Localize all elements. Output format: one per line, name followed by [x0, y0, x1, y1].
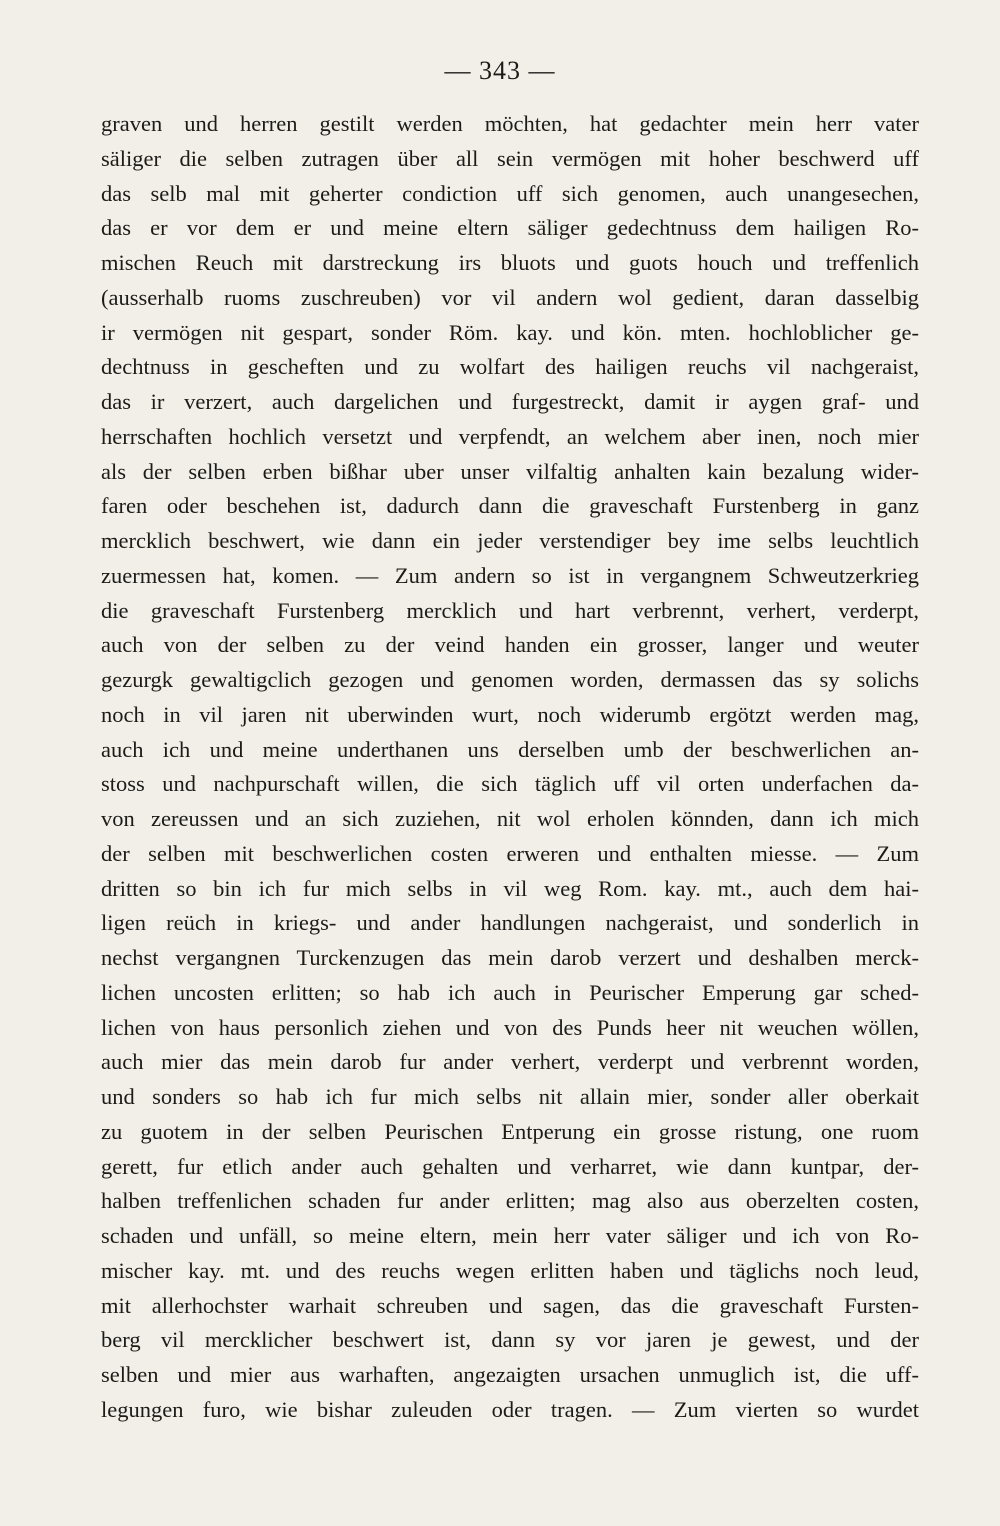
text-line: dritten so bin ich fur mich selbs in vil weg Rom. kay. mt., auch dem hai-	[101, 875, 919, 901]
text-line: berg vil mercklicher beschwert ist, dann sy vor jaren je gewest, und der	[101, 1327, 919, 1353]
text-line: auch von der selben zu der veind handen ein grosser, langer und weuter	[101, 632, 919, 658]
text-line: zuermessen hat, komen. — Zum andern so ist in vergangnem Schweutzerkrieg	[101, 562, 919, 588]
text-line: von zereussen und an sich zuziehen, nit wol erholen könnden, dann ich mich	[101, 806, 919, 831]
text-line: dechtnuss in gescheften und zu wolfart des hailigen reuchs vil nachgeraist,	[101, 354, 919, 380]
text-line: als der selben erben bißhar uber unser vilfaltig anhalten kain bezalung wider-	[101, 458, 919, 484]
text-line: (ausserhalb ruoms zuschreuben) vor vil andern wol gedient, daran dasselbig	[101, 284, 919, 310]
text-line: legungen furo, wie bishar zuleuden oder tragen. — Zum vierten so wurdet	[101, 1396, 919, 1422]
text-line: gezurgk gewaltigclich gezogen und genomen worden, dermassen das sy solichs	[101, 667, 919, 692]
text-line: stoss und nachpurschaft willen, die sich täglich uff vil orten underfachen da-	[101, 771, 919, 797]
text-line: das selb mal mit geherter condiction uff sich genomen, auch unangesechen,	[101, 180, 919, 206]
text-line: auch mier das mein darob fur ander verhert, verderpt und verbrennt worden,	[101, 1049, 919, 1075]
text-line: schaden und unfäll, so meine eltern, mein herr vater säliger und ich von Ro-	[101, 1223, 919, 1248]
text-line: mischer kay. mt. und des reuchs wegen erlitten haben und täglichs noch leud,	[101, 1257, 919, 1283]
text-line: zu guotem in der selben Peurischen Entperung ein grosse ristung, one ruom	[101, 1118, 919, 1144]
text-line: mit allerhochster warhait schreuben und sagen, das die graveschaft Fursten-	[101, 1292, 919, 1318]
text-line: lichen uncosten erlitten; so hab ich auch in Peurischer Emperung gar sched-	[101, 979, 919, 1005]
text-line: noch in vil jaren nit uberwinden wurt, noch widerumb ergötzt werden mag,	[101, 701, 919, 727]
text-line: das ir verzert, auch dargelichen und furgestreckt, damit ir aygen graf- und	[101, 389, 919, 414]
text-line: lichen von haus personlich ziehen und von des Punds heer nit weuchen wöllen,	[101, 1014, 919, 1040]
text-line: graven und herren gestilt werden möchten, hat gedachter mein herr vater	[101, 111, 919, 136]
text-line: säliger die selben zutragen über all sein vermögen mit hoher beschwerd uff	[101, 145, 919, 171]
text-line: ligen reüch in kriegs- und ander handlungen nachgeraist, und sonderlich in	[101, 910, 919, 936]
text-line: mischen Reuch mit darstreckung irs bluots und guots houch und treffenlich	[101, 250, 919, 275]
text-line: nechst vergangnen Turckenzugen das mein darob verzert und deshalben merck-	[101, 945, 919, 970]
text-line: faren oder beschehen ist, dadurch dann die graveschaft Furstenberg in ganz	[101, 493, 919, 519]
body-text	[101, 107, 919, 1428]
text-line: und sonders so hab ich fur mich selbs nit allain mier, sonder aller oberkait	[101, 1084, 919, 1109]
text-line: ir vermögen nit gespart, sonder Röm. kay. und kön. mten. hochloblicher ge-	[101, 319, 919, 345]
text-line: die graveschaft Furstenberg mercklich und hart verbrennt, verhert, verderpt,	[101, 597, 919, 623]
text-line: gerett, fur etlich ander auch gehalten und verharret, wie dann kuntpar, der-	[101, 1153, 919, 1179]
text-line: halben treffenlichen schaden fur ander erlitten; mag also aus oberzelten costen,	[101, 1188, 919, 1214]
text-line: mercklich beschwert, wie dann ein jeder verstendiger bey ime selbs leuchtlich	[101, 528, 919, 553]
text-line: auch ich und meine underthanen uns derselben umb der beschwerlichen an-	[101, 736, 919, 762]
text-line: selben und mier aus warhaften, angezaigten ursachen unmuglich ist, die uff-	[101, 1362, 919, 1387]
page-number: — 343 —	[444, 56, 556, 85]
text-line: das er vor dem er und meine eltern säliger gedechtnuss dem hailigen Ro-	[101, 215, 919, 241]
text-line: herrschaften hochlich versetzt und verpfendt, an welchem aber inen, noch mier	[101, 423, 919, 449]
text-line: der selben mit beschwerlichen costen erweren und enthalten miesse. — Zum	[101, 840, 919, 866]
